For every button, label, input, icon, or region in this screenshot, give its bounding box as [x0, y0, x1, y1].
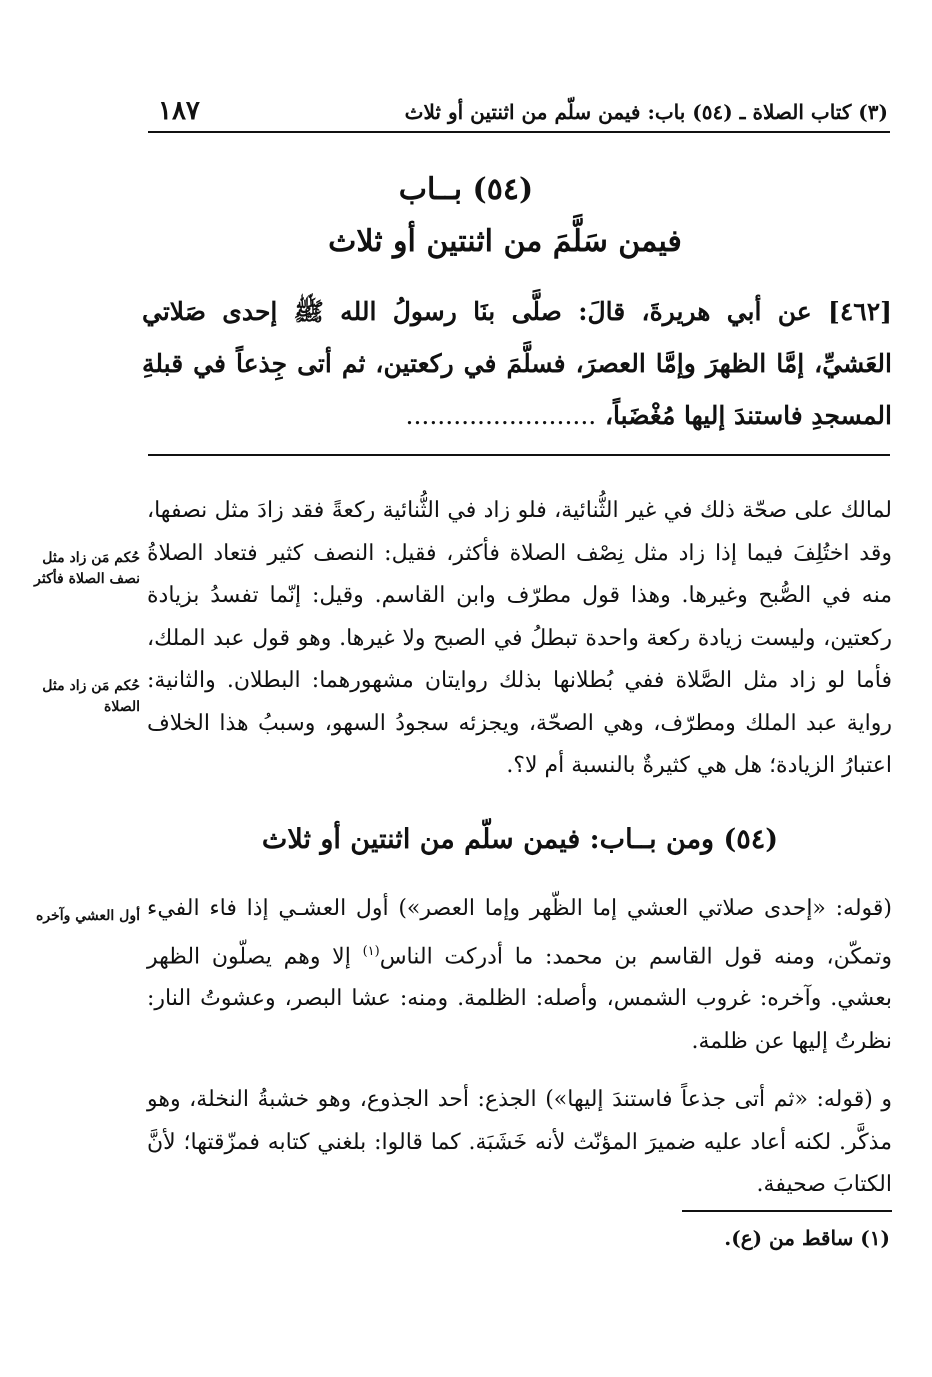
- commentary-paragraph: و (قوله: «ثم أتى جذعاً فاستندَ إليها») الجذع: أحد الجذوع، وهو خشبةُ النخلة، وهو مذكَّر. لكنه أعاد عليه ضميرَ المؤنّث لأنه خَشَبَة. كما قالوا: بلغني كتابه فمزّقتها؛ لأنَّ الكتابَ صحيفة.: [147, 1087, 892, 1198]
- page-number: ١٨٧: [158, 96, 200, 126]
- hadith-ellipsis: ........................: [405, 401, 597, 430]
- text-divider: [148, 454, 890, 456]
- chapter-title: فيمن سَلَّمَ من اثنتين أو ثلاث: [328, 224, 682, 259]
- hadith-text: [142, 286, 892, 442]
- commentary-paragraph: [147, 888, 892, 1063]
- margin-note: أول العشي وآخره: [35, 908, 140, 924]
- commentary-text: (قوله: «إحدى صلاتي العشي إما الظّهر وإما العصر») أول العشـي إذا فاء الفيء وتمكّن، ومنه قول القاسم بن محمد: ما أدركت الناس: [147, 896, 892, 969]
- running-header: [148, 96, 888, 136]
- margin-note: حُكم مَن زاد مثل الصلاة: [42, 678, 140, 715]
- commentary-text: إلا وهم يصلّون الظهر بعشي. وآخره: غروب الشمس، وأصله: الظلمة. ومنه: عشا البصر، وعشوتُ النار: نظرتُ إليها عن ظلمة.: [147, 943, 892, 1054]
- section-heading: (٥٤) ومن بــاب: فيمن سلّم من اثنتين أو ثلاث: [261, 824, 779, 855]
- margin-note: حُكم مَن زاد مثل نصف الصلاة فأكثر: [34, 550, 140, 587]
- commentary-section-2: [147, 888, 892, 1207]
- commentary-paragraph: لمالك على صحّة ذلك في غير الثُّنائية، فلو زاد في الثُّنائية ركعةً فقد زادَ مثل نصفها، وقد اختُلِفَ فيما إذا زاد مثل نِصْف الصلاة فأكثر، فقيل: النصف كثير فتعاد الصلاةُ منه في الصُّبح وغيرها. وهذا قول مطرّف وابن القاسم. وقيل: إنّما تفسدُ بزيادة ركعتين، وليست زيادة ركعة واحدة تبطلُ في الصبح ولا غيرها. وهو قول عبد الملك، فأما لو زاد مثل الصَّلاة ففي بُطلانها بذلك روايتان مشهورهما: البطلان. والثانية: رواية عبد الملك ومطرّف، وهي الصحّة، ويجزئه سجودُ السهو، وسببُ هذا الخلاف اعتبارُ الزيادة؛ هل هي كثيرةٌ بالنسبة أم لا؟.: [147, 498, 892, 778]
- footnote-rule: [682, 1210, 892, 1212]
- running-title: (٣) كتاب الصلاة ـ (٥٤) باب: فيمن سلّم من اثنتين أو ثلاث: [404, 100, 888, 124]
- commentary-section-1: [147, 490, 892, 788]
- footnote-ref: (١): [362, 943, 380, 959]
- chapter-number: (٥٤) بــاب: [398, 172, 534, 207]
- hadith-body: [٤٦٢] عن أبي هريرةَ، قالَ: صلَّى بنَا رسولُ الله ﷺ إحدى صَلاتي العَشيِّ، إمَّا الظهرَ وإمَّا العصرَ، فسلَّمَ في ركعتين، ثم أتى جِذعاً في قبلةِ المسجدِ فاستندَ إليها مُغْضَباً،: [142, 297, 892, 430]
- footnote: (١) ساقط من (ع).: [724, 1226, 890, 1250]
- header-rule: [148, 131, 890, 133]
